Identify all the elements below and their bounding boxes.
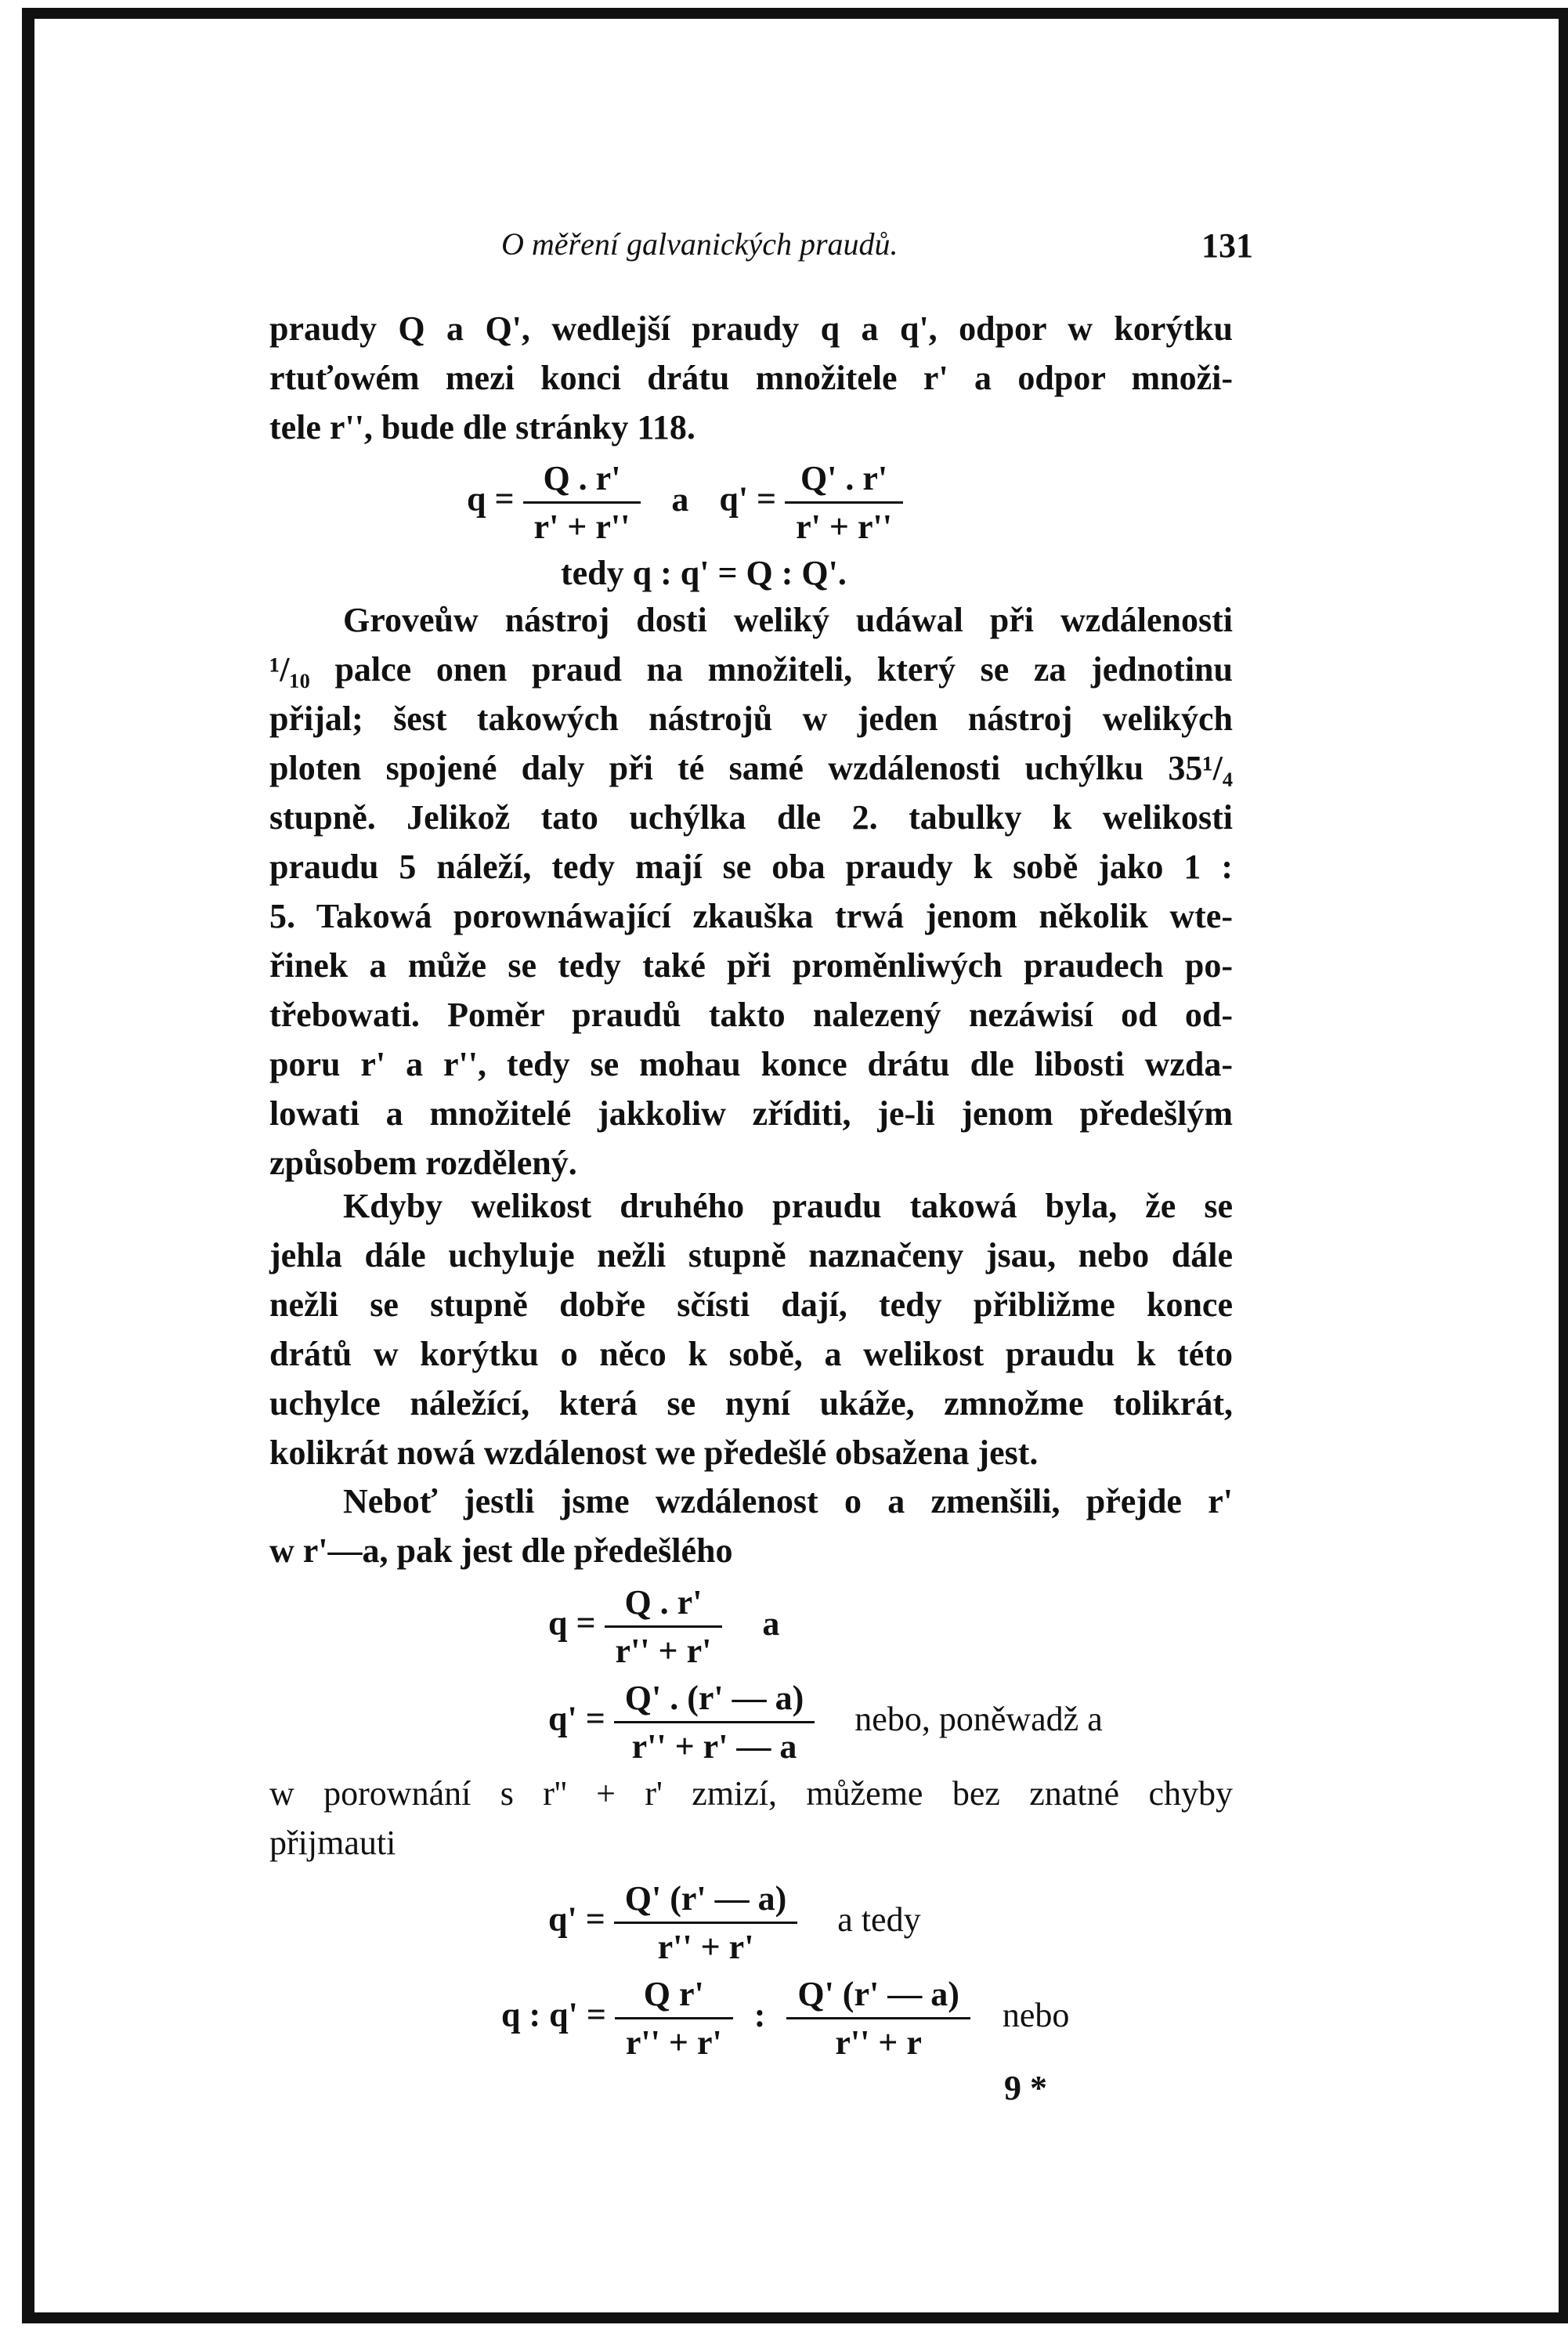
text-line: jehla dále uchyluje nežli stupně naznačeny jsau, nebo dále [269,1236,1233,1274]
fraction-1 [615,1974,733,2063]
numerator: Q' . r' [785,458,903,504]
border-top [22,8,1568,19]
equation-5 [501,1974,1069,2063]
fraction-2 [786,1974,970,2063]
denominator: r'' + r' — a [631,1727,797,1766]
numerator: Q' (r' — a) [614,1878,798,1924]
text-line: 5. Takowá porownáwající zkauška trwá jenom několik wte- [269,897,1233,935]
denominator: r'' + r' [657,1928,754,1966]
eq-lhs: q' = [548,1900,605,1939]
eq-after: a [762,1603,780,1643]
text-line: stupně. Jelikož tato uchýlka dle 2. tabulky k welikosti [269,798,1233,837]
text-line: w r'—a, pak jest dle předešlého [269,1531,733,1570]
text-line: uchylce náležící, která se nyní ukáže, zmnožme tolikrát, [269,1384,1233,1423]
text-line: Kdyby welikost druhého praudu takowá byla, že se [343,1187,1233,1225]
denominator: r' + r'' [533,508,630,546]
text-line: ¹/₁₀ palce onen praud na množiteli, který se za jednotinu [269,650,1233,689]
fraction-2 [785,458,903,547]
eq-lhs: q = [548,1603,596,1643]
text-line: způsobem rozdělený. [269,1144,577,1182]
text-line: lowati a množitelé jakkoliw zříditi, je-li jenom předešlým [269,1094,1233,1133]
eq-lhs: q' = [548,1699,605,1738]
numerator: Q . r' [523,458,641,504]
text-line: Groveůw nástroj dosti weliký udáwal při wzdálenosti [343,601,1233,639]
eq-after: a tedy [837,1900,921,1939]
denominator: r'' + r' [625,2023,722,2062]
text-line: řinek a může se tedy také při proměnliwých praudech po- [269,946,1233,985]
equation-ratio: tedy q : q' = Q : Q'. [561,554,847,592]
eq-lhs: q = [467,479,515,519]
text-line: tele r'', bude dle stránky 118. [269,408,695,447]
border-bottom [22,2312,1568,2323]
eq-after: nebo [1002,1995,1070,2034]
text-line: drátů w korýtku o něco k sobě, a welikost praudu k této [269,1335,1233,1373]
text-line: ploten spojené daly při té samé wzdálenosti uchýlku 35¹/₄ [269,749,1233,787]
running-title: O měření galvanických praudů. [501,226,898,262]
equation-4 [548,1878,921,1967]
text-line: w porownání s r'' + r' zmizí, můžeme bez znatné chyby [269,1774,1233,1813]
numerator: Q . r' [605,1582,723,1628]
fraction [605,1582,723,1671]
denominator: r'' + r [835,2023,922,2062]
fraction [523,458,641,547]
text-line: přijmauti [269,1824,396,1862]
signature-mark: 9 * [1004,2069,1047,2107]
border-left [22,8,34,2323]
numerator: Q' (r' — a) [786,1974,970,2019]
equation-2 [548,1582,779,1671]
numerator: Q r' [615,1974,733,2019]
paragraph-1 [269,304,1233,452]
text-line: nežli se stupně dobře sčísti dají, tedy přibližme konce [269,1285,1233,1324]
numerator: Q' . (r' — a) [614,1678,815,1723]
eq-lhs: q : q' = [501,1995,606,2034]
equation-3 [548,1678,1103,1766]
text-line: kolikrát nowá wzdálenost we předešlé obsažena jest. [269,1434,1039,1472]
fraction [614,1878,798,1967]
denominator: r' + r'' [796,508,892,546]
eq-connector: a [671,479,689,519]
page-header [501,226,1253,273]
text-line: Neboť jestli jsme wzdálenost o a zmenšili, přejde r' [343,1482,1233,1520]
denominator: r'' + r' [615,1632,712,1670]
text-line: třebowati. Poměr praudů takto nalezený nezáwisí od od- [269,996,1233,1034]
border-right [1559,8,1568,2323]
paragraph-4 [269,1477,1233,1575]
text-line: praudu 5 náleží, tedy mají se oba praudy k sobě jako 1 : [269,848,1233,886]
text-line: poru r' a r'', tedy se mohau konce drátu dle libosti wzda- [269,1045,1233,1083]
eq-after: nebo, poněwadž a [854,1699,1103,1738]
equation-1 [467,458,903,547]
eq-separator: : [753,1995,766,2034]
text-line: přijal; šest takowých nástrojů w jeden nástroj welikých [269,700,1233,738]
paragraph-3 [269,1181,1233,1477]
fraction [614,1678,815,1766]
page-number: 131 [1201,226,1253,265]
text-line: rtuťowém mezi konci drátu množitele r' a odpor množi- [269,359,1233,397]
text-line: praudy Q a Q', wedlejší praudy q a q', odpor w korýtku [269,309,1233,348]
paragraph-2 [269,595,1233,1188]
paragraph-5 [269,1769,1233,1867]
eq-lhs-2: q' = [719,479,777,519]
